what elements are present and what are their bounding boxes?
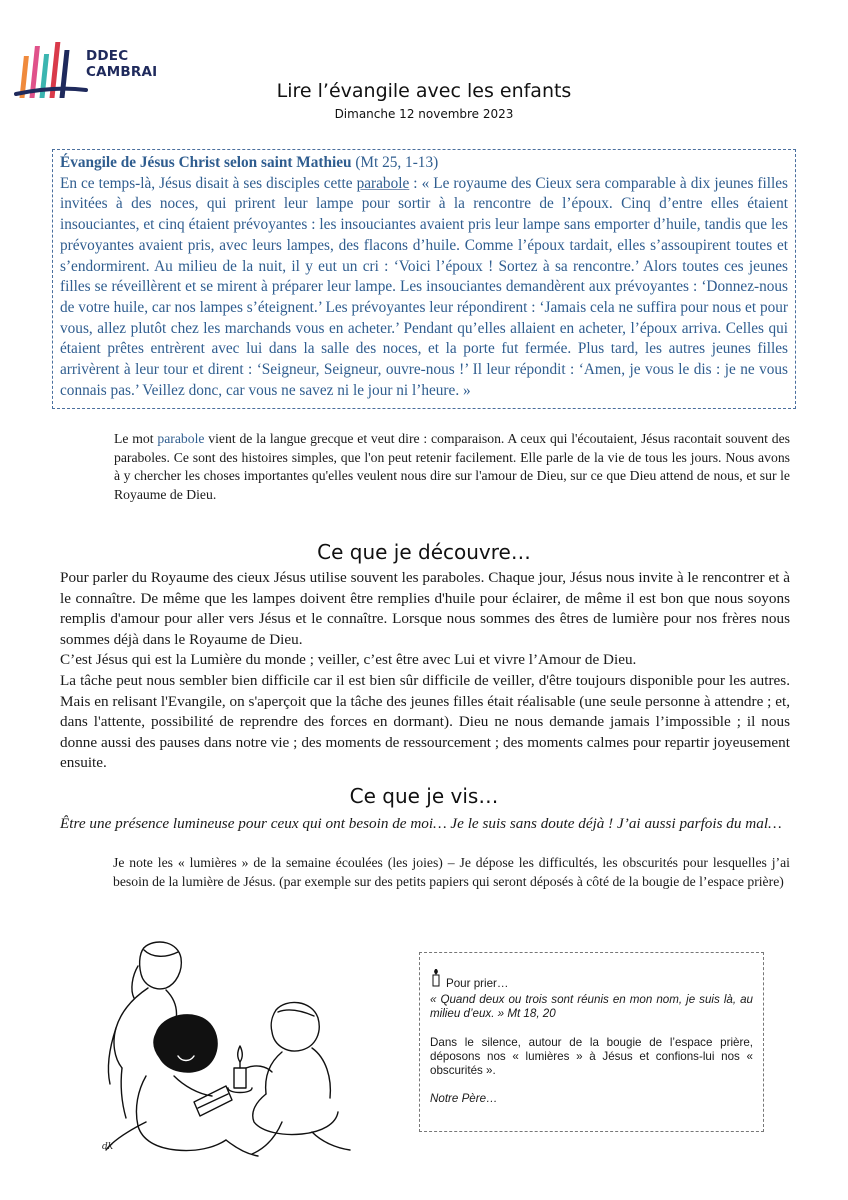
live-heading: Ce que je vis… bbox=[349, 784, 499, 808]
discover-heading: Ce que je découvre… bbox=[317, 540, 531, 564]
gospel-parabole-link[interactable]: parabole bbox=[356, 174, 410, 192]
gospel-title: Évangile de Jésus Christ selon saint Mathieu bbox=[60, 154, 352, 171]
illustration-signature: dk bbox=[102, 1142, 114, 1152]
logo-text bbox=[86, 48, 157, 80]
discover-paragraph-1: Pour parler du Royaume des cieux Jésus utilise souvent les paraboles. Chaque jour, Jésus nous invite à le rencontrer et à le connaître. De même que les lampes doivent être remplies d'huile pour éclairer, de même il est bon que nous soyons remplis d'amour pour aller vers Jésus et le connaître. Lorsque nous sommes des êtres de lumière pour nos frères nous sommes déjà dans le Royaume de Dieu. bbox=[60, 569, 790, 648]
gospel-reference: (Mt 25, 1-13) bbox=[351, 154, 439, 171]
live-text: Je note les « lumières » de la semaine écoulées (les joies) – Je dépose les difficultés, les obscurités pour lesquelles j’ai besoin de la lumière de Jésus. (par exemple sur des petits papiers qui seront déposés à côté de la bougie de l’espace prière) bbox=[113, 855, 790, 889]
candle-icon bbox=[430, 969, 442, 991]
page-title: Lire l’évangile avec les enfants bbox=[276, 80, 572, 102]
page-date: Dimanche 12 novembre 2023 bbox=[334, 107, 514, 121]
gospel-box bbox=[52, 149, 796, 409]
intro-before: Le mot bbox=[114, 431, 158, 446]
intro-paragraph bbox=[114, 430, 790, 504]
prayer-header bbox=[430, 969, 753, 991]
children-candle-illustration bbox=[86, 936, 376, 1168]
logo-text-line2: CAMBRAI bbox=[86, 64, 158, 80]
discover-section bbox=[60, 568, 790, 774]
prayer-closing: Notre Père… bbox=[430, 1092, 498, 1106]
prayer-box bbox=[419, 952, 764, 1132]
live-italic-text: Être une présence lumineuse pour ceux qui ont besoin de moi… Je le suis sans doute déjà ! J’ai aussi parfois du mal… bbox=[60, 815, 782, 832]
prayer-body: Dans le silence, autour de la bougie de l’espace prière, déposons nos « lumières » à Jésus et confions-lui nos « obscurités ». bbox=[430, 1035, 753, 1078]
discover-paragraph-2: C’est Jésus qui est la Lumière du monde ; veiller, c’est être avec Lui et vivre l’Amour de Dieu. bbox=[60, 651, 637, 669]
gospel-text-rest: : « Le royaume des Cieux sera comparable à dix jeunes filles invitées à des noces, qui prirent leur lampe pour sortir à la rencontre de l’époux. Cinq d’entre elles étaient insouciantes, et cinq étaient prévoyantes : les insouciantes avaient pris leur lampe sans emporter d’huile, tandis que les prévoyantes avaient pris, avec leurs lampes, des flacons d’huile. Comme l’époux tardait, elles s’assoupirent toutes et s’endormirent. Au milieu de la nuit, il y eut un cri : ‘Voici l’époux ! Sortez à sa rencontre.’ Alors toutes ces jeunes filles se réveillèrent et se mirent à préparer leur lampe. Les insouciantes demandèrent aux prévoyantes : ‘Donnez-nous de votre huile, car nos lampes s’éteignent.’ Les prévoyantes leur répondirent : ‘Jamais cela ne suffira pour nous et pour vous, allez plutôt chez les marchands vous en acheter.’ Pendant qu’elles allaient en acheter, l’époux arriva. Celles qui étaient prêtes entrèrent avec lui dans la salle des noces, et la porte fut fermée. Plus tard, les autres jeunes filles arrivèrent à leur tour et dirent : ‘Seigneur, Seigneur, ouvre-nous !’ Il leur répondit : ‘Amen, je vous le dis : je ne vous connais pas.’ Veillez donc, car vous ne savez ni le jour ni l’heure. » bbox=[60, 174, 789, 399]
prayer-quote: « Quand deux ou trois sont réunis en mon nom, je suis là, au milieu d’eux. » Mt 18, 20 bbox=[430, 993, 753, 1021]
intro-highlight: parabole bbox=[157, 431, 205, 446]
discover-paragraph-3: La tâche peut nous sembler bien difficile car il est bien sûr difficile de veiller, d'être toujours disponible pour les autres. Mais en relisant l'Evangile, on s'aperçoit que la tâche des jeunes filles était réalisable (une seule personne à attendre ; et, dans l'attente, possibilité de reprendre des forces en dormant). Dieu ne nous demande jamais l’impossible ; il nous donne aussi des pauses dans notre vie ; des moments de ressourcement ; des moments calmes pour repartir joyeusement ensuite. bbox=[60, 671, 790, 772]
gospel-text-start: En ce temps-là, Jésus disait à ses disciples cette bbox=[60, 174, 357, 192]
prayer-heading: Pour prier… bbox=[446, 977, 509, 990]
logo-text-line1: DDEC bbox=[86, 48, 129, 64]
intro-after: vient de la langue grecque et veut dire : comparaison. A ceux qui l'écoutaient, Jésus racontait souvent des paraboles. Ce sont des histoires simples, que l'on peut retenir facilement. Elle parle de la vie de tous les jours. Nous avons à y chercher les choses importantes qu'elles veulent nous dire sur l'amour de Dieu, sur ce que Dieu attend de nous, et sur le Royaume de Dieu. bbox=[114, 431, 790, 502]
